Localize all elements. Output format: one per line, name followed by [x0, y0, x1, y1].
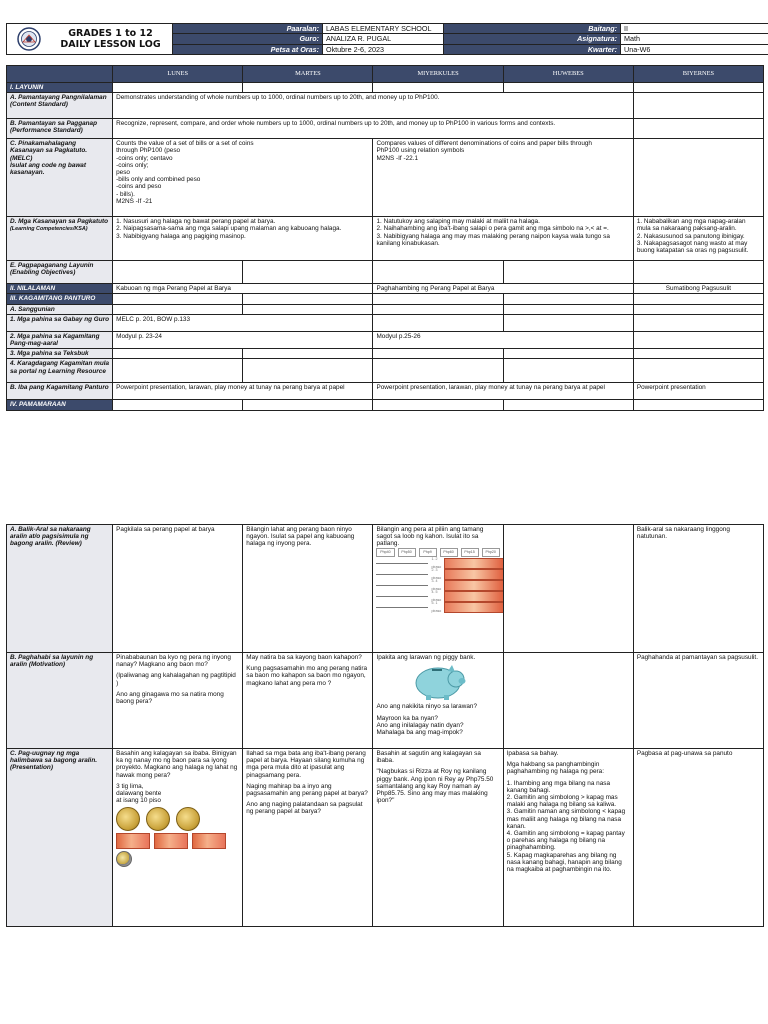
- review-label: A. Balik-Aral sa nakaraang aralin at/o pagsisimula ng bagong aralin. (Review): [7, 525, 113, 653]
- lesson-plan-table: [6, 65, 764, 411]
- karagdagan-label: 4. Karagdagang Kagamitan mula sa portal ng Learning Resource: [7, 359, 113, 383]
- performance-standard-label: B. Pamantayan sa Pagganap (Performance Standard): [7, 119, 113, 139]
- coin-icon: [116, 851, 132, 867]
- bill-icon: [444, 580, 503, 591]
- content-standard-text: Demonstrates understanding of whole numbers up to 1000, ordinal numbers up to 20th, and money up to PhP100.: [113, 93, 634, 119]
- section-pamamaraan: IV. PAMAMARAAN: [7, 400, 113, 410]
- money-choice-header: Php40 Php50 Php9 Php60 Php15 Php20: [376, 548, 499, 557]
- log-title: GRADES 1 to 12 DAILY LESSON LOG: [60, 28, 161, 50]
- melc-right: Compares values of different denominations of coins and paper bills through PhP100 using relation symbols M2NS -If -22.1: [373, 139, 633, 217]
- review-lunes: Pagkilala sa perang papel at barya: [113, 525, 243, 653]
- iba-pang-right: Powerpoint presentation: [633, 383, 763, 400]
- header-table: [6, 23, 768, 55]
- melc-left: Counts the value of a set of bills or a set of coins through PhP100 (peso -coins only; centavo -coins only; peso -bills only and combined peso -coins and peso - bills). M2NS -If -21: [113, 139, 373, 217]
- subject-value: Math: [621, 34, 768, 44]
- bill-icon: [116, 833, 150, 849]
- iba-pang-mid: Powerpoint presentation, larawan, play money at tunay na perang barya at papel: [373, 383, 633, 400]
- header-logo-cell: [7, 24, 173, 55]
- presentation-lunes: Basahin ang kalagayan sa ibaba. Binigyan ka ng nanay mo ng baon para sa iyong proyekto. Magkano ang halaga ng lahat ng hawak mong pera? 3 tig lima, dalawang bente at isang 10 piso: [113, 749, 243, 927]
- day-lunes: LUNES: [113, 66, 243, 83]
- motivation-biyernes: Paghahanda at pamantayan sa pagsusulit.: [633, 653, 763, 749]
- content-standard-label: A. Pamantayang Pangnilalaman (Content Standard): [7, 93, 113, 119]
- bill-icon: [444, 602, 503, 613]
- nilalaman-right: Sumatibong Pagsusulit: [633, 284, 763, 294]
- presentation-huwebes: Ipabasa sa bahay. Mga hakbang sa panghambingin paghahambing ng halaga ng pera: 1. Ihambing ang mga bilang na nasa kanang bahagi. 2. Gamitin ang simbolong > kapag mas malaki ang halaga ng bilang sa kaliwa. 3. Gamitin naman ang simbolong < kapag mas maliit ang halaga ng bilang na nasa kanan. 4. Gamitin ang simbolong = kapag pantay o parehas ang halaga ng bilang na pinaghahambing. 5. Kapag magkaparehas ang bilang ng nasa kanang bahagi, hanapin ang bilang na magkaiba at paghambingin na ito.: [503, 749, 633, 927]
- coin-icon: [176, 807, 200, 831]
- teksbuk-label: 3. Mga pahina sa Teksbuk: [7, 349, 113, 359]
- day-huwebes: HUWEBES: [503, 66, 633, 83]
- section-layunin: I. LAYUNIN: [7, 83, 113, 93]
- presentation-miyerkules: Basahin at sagutin ang kalagayan sa ibaba. "Nagbukas si Rizza at Roy ng kanilang piggy bank. Ang ipon ni Rey ay Php75.50 samantalang ang kay Roy naman ay Php85.75. Sino ang may mas malaking ipon?": [373, 749, 503, 927]
- grade-label: Baitang:: [444, 24, 621, 34]
- teacher-value: ANALIZA R. PUGAL: [323, 34, 444, 44]
- section-nilalaman: II. NILALAMAN: [7, 284, 113, 294]
- bill-icon: [154, 833, 188, 849]
- nilalaman-left: Kabuoan ng mga Perang Papel at Barya: [113, 284, 373, 294]
- bill-icon: [192, 833, 226, 849]
- day-biyernes: BIYERNES: [633, 66, 763, 83]
- review-miyerkules: Bilangin ang pera at piliin ang tamang sagot sa loob ng kahon. Isulat ito sa patlang. Php40 Php50 Php9 Php60 Php15 Php20 1. 2 piraso 2. 3 piraso 3. 4 piraso 4. 5 piraso 5. 1 piraso: [373, 525, 503, 653]
- enabling-label: E. Pagpapaganang Layunin (Enabling Objectives): [7, 261, 113, 284]
- ksa-label: D. Mga Kasanayan sa Pagkatuto (Learning Competencies/KSA): [7, 217, 113, 261]
- guro-label: 1. Mga pahina sa Gabay ng Guro: [7, 314, 113, 331]
- day-martes: MARTES: [243, 66, 373, 83]
- motivation-lunes: Pinababaunan ba kyo ng pera ng inyong nanay? Magkano ang baon mo? (Ipaliwanag ang kahalagahan ng pagtitipid ) Ano ang ginagawa mo sa natira mong baong pera?: [113, 653, 243, 749]
- sanggunian-label: A. Sanggunian: [7, 304, 113, 314]
- bill-icon: [444, 569, 503, 580]
- section-kagamitan: III. KAGAMITANG PANTURO: [7, 294, 113, 304]
- presentation-martes: Ilahad sa mga bata ang iba't-ibang perang papel at barya. Hayaan silang kumuha ng mga pera mula dito at ipasulat ang pinagsamang pera. Naging mahirap ba a inyo ang pagsasamahin ang perang papel at barya? Ano ang naging palatandaan sa pagsulat ng perang papel at barya?: [243, 749, 373, 927]
- iba-pang-label: B. Iba pang Kagamitang Panturo: [7, 383, 113, 400]
- motivation-miyerkules: Ipakita ang larawan ng piggy bank. Ano ang nakikita ninyo sa larawan? Mayroon ka ba nyan? Ano ang inilalagay natin dyan? Mahalaga ba ang mag-impok?: [373, 653, 503, 749]
- iba-pang-left: Powerpoint presentation, larawan, play money at tunay na perang barya at papel: [113, 383, 373, 400]
- coin-icon: [116, 807, 140, 831]
- quarter-label: Kwarter:: [444, 44, 621, 54]
- grade-value: II: [621, 24, 768, 34]
- presentation-label: C. Pag-uugnay ng mga halimbawa sa bagong aralin. (Presentation): [7, 749, 113, 927]
- ksa-mid: 1. Natutukoy ang salaping may malaki at maliit na halaga. 2. Naihahambing ang iba't-ibang salapi o pera gamit ang mga simbolo na >,< at =. 3. Nabibigyang halaga ang may mas malaking perang naipon kaysa wala tungo sa kanilang kinabukasan.: [373, 217, 633, 261]
- coin-icon: [146, 807, 170, 831]
- motivation-martes: May natira ba sa kayong baon kahapon? Kung pagsasamahin mo ang perang natira sa baon mo kahapon sa baon mo ngayon, magkano lahat ang pera mo ?: [243, 653, 373, 749]
- quarter-value: Una-W6: [621, 44, 768, 54]
- melc-label: C. Pinakamahalagang Kasanayan sa Pagkatuto. (MELC) Isulat ang code ng bawat kasanayan.: [7, 139, 113, 217]
- review-biyernes: Balik-aral sa nakaraang linggong natutunan.: [633, 525, 763, 653]
- day-header-blank: [7, 66, 113, 83]
- ksa-right: 1. Nababalikan ang mga napag-aralan mula sa nakaraang paksang-aralin. 2. Nakasusunod sa panutong ibinigay. 3. Nakapagsasagot nang wasto at may buong katapatan sa oras ng pagsusulit.: [633, 217, 763, 261]
- mag-aaral-mid: Modyul p.25-26: [373, 331, 633, 348]
- bill-icon: [444, 591, 503, 602]
- school-label: Paaralan:: [173, 24, 323, 34]
- performance-standard-text: Recognize, represent, compare, and order whole numbers up to 1000, ordinal numbers up to 20th, and money up to PhP100 in various forms and contexts.: [113, 119, 634, 139]
- school-value: LABAS ELEMENTARY SCHOOL: [323, 24, 444, 34]
- subject-label: Asignatura:: [444, 34, 621, 44]
- review-martes: Bilangin lahat ang perang baon ninyo ngayon. Isulat sa papel ang kabuoang halaga ng inyong pera.: [243, 525, 373, 653]
- guro-value: MELC p. 201, BOW p.133: [113, 314, 373, 331]
- date-label: Petsa at Oras:: [173, 44, 323, 54]
- presentation-biyernes: Pagbasa at pag-unawa sa panuto: [633, 749, 763, 927]
- teacher-label: Guro:: [173, 34, 323, 44]
- deped-seal-icon: [17, 27, 41, 51]
- mag-aaral-label: 2. Mga pahina sa Kagamitang Pang-mag-aaral: [7, 331, 113, 348]
- mag-aaral-left: Modyul p. 23-24: [113, 331, 373, 348]
- procedure-table: [6, 524, 764, 927]
- nilalaman-mid: Paghahambing ng Perang Papel at Barya: [373, 284, 633, 294]
- date-value: Oktubre 2-6, 2023: [323, 44, 444, 54]
- bill-icon: [444, 558, 503, 569]
- motivation-label: B. Paghahabi sa layunin ng aralin (Motivation): [7, 653, 113, 749]
- piggy-bank-icon: [376, 661, 496, 701]
- day-miyerkules: MIYERKULES: [373, 66, 503, 83]
- ksa-left: 1. Nasusuri ang halaga ng bawat perang papel at barya. 2. Naipagsasama-sama ang mga salapi upang malaman ang kabuoang halaga. 3. Nabibigyang halaga ang pagiging masinop.: [113, 217, 373, 261]
